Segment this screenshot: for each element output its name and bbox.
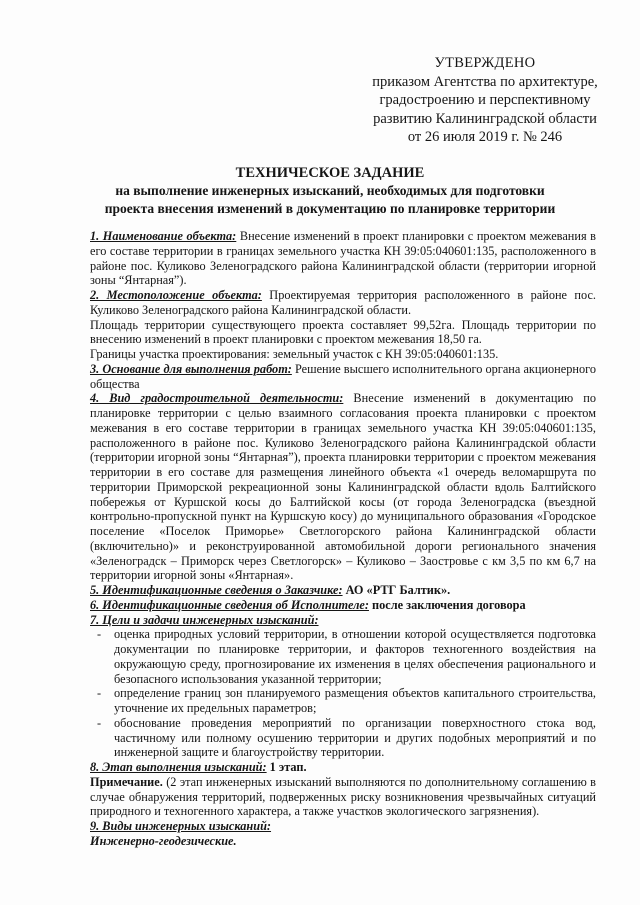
approval-stamp	[360, 54, 610, 147]
section-heading: 5. Идентификационные сведения о Заказчике:	[90, 583, 343, 597]
section-8	[90, 760, 596, 775]
section-7	[90, 613, 596, 628]
document-title: ТЕХНИЧЕСКОЕ ЗАДАНИЕ	[235, 165, 425, 181]
section-2	[90, 288, 596, 318]
section-4	[90, 391, 596, 583]
approval-heading: УТВЕРЖДЕНО	[434, 55, 536, 71]
section-1	[90, 229, 596, 288]
section-text: Внесение изменений в документацию по планировке территории с целью взаимного согласования проекта планировки с проектом межевания в его составе территории в границах земельного участка КН 39:05:040601:135, расположенного в районе пос. Куликово Зеленоградского района Калининградской области (территории игорной зоны “Янтарная”), проекта планировки территории с проектом межевания территории в его составе для размещения линейного объекта «1 очередь веломаршрута по территории Приморской рекреационной зоны Калининградской области вдоль Балтийского побережья от Куршской косы до Балтийской косы (от города Зеленоградска (въездной контрольно-пропускной пункт на Куршскую косу) до муниципального образования «Городское поселение «Поселок Приморье» Светлогорского района Калининградской области (включительно)» и реконструированной автомобильной дороги регионального значения «Зеленоградск – Приморск через Светлогорск» – Куликово – Заостровье с км 3,5 по км 6,7 на территории игорной зоны «Янтарная».	[90, 391, 596, 583]
note-text: (2 этап инженерных изысканий выполняются по дополнительному соглашению в случае обнаружения территорий, подверженных риску возникновения чрезвычайных ситуаций природного и техногенного характера, а также участков экологического загрязнения).	[90, 774, 596, 819]
section-8-note	[90, 775, 596, 819]
section-2-area: Площадь территории существующего проекта составляет 99,52га. Площадь территории по внесению изменений в проект планировки с проектом межевания 18,50 га.	[90, 317, 596, 347]
section-6	[90, 598, 596, 613]
section-heading: 3. Основание для выполнения работ:	[90, 361, 292, 376]
section-text: Решение высшего исполнительного органа акционерного общества	[90, 361, 596, 391]
list-item-text: определение границ зон планируемого размещения объектов капитального строительства, уточнение их предельных параметров;	[114, 686, 596, 715]
list-item: - определение границ зон планируемого размещения объектов капитального строительства, уточнение их предельных параметров;	[97, 686, 596, 715]
contractor-info: после заключения договора	[368, 597, 526, 612]
approval-line: приказом Агентства по архитектуре,	[372, 73, 598, 90]
note-label: Примечание.	[90, 774, 163, 789]
section-text: 1 этап.	[266, 760, 307, 774]
list-item-text: оценка природных условий территории, в отношении которой осуществляется подготовка документации по планировке территории, и факторов техногенного воздействия на окружающую среду, прогнозирование их изменения в целях обеспечения рационального и безопасного использования указанной территории;	[114, 627, 596, 686]
section-text: Внесение изменений в проект планировки с проектом межевания в его составе территории в границах земельного участка КН 39:05:040601:135, расположенного в районе пос. Куликово Зеленоградского района Калининградской области (территории игорной зоны “Янтарная”).	[90, 229, 596, 288]
document-subtitle: проекта внесения изменений в документацию по планировке территории	[104, 200, 556, 216]
document-subtitle: на выполнение инженерных изысканий, необходимых для подготовки	[115, 183, 545, 198]
section-heading: 8. Этап выполнения изысканий:	[90, 760, 267, 774]
document-body	[90, 229, 596, 849]
section-heading: 1. Наименование объекта:	[90, 229, 237, 243]
approval-line: развитию Калининградской области	[373, 110, 597, 127]
section-5	[90, 583, 596, 598]
customer-name: АО «РТГ Балтик».	[342, 583, 451, 597]
section-2-boundaries: Границы участка проектирования: земельный участок с КН 39:05:040601:135.	[90, 347, 499, 361]
section-text: Проектируемая территория расположенного в районе пос. Куликово Зеленоградского района Калининградской области.	[90, 288, 596, 317]
document-title-block	[80, 164, 580, 217]
approval-line: градостроению и перспективному	[379, 92, 591, 108]
approval-date-line: от 26 июля 2019 г. № 246	[407, 129, 563, 145]
section-9-value	[90, 834, 596, 849]
section-heading: 7. Цели и задачи инженерных изысканий:	[90, 612, 319, 627]
section-heading: 9. Виды инженерных изысканий:	[90, 819, 272, 833]
list-item-text: обоснование проведения мероприятий по организации поверхностного стока вод, частичному или полному осушению территории и других подобных мероприятий и по инженерной защите и благоустройству территории.	[114, 715, 596, 760]
section-heading: 4. Вид градостроительной деятельности:	[90, 391, 344, 406]
section-heading: 2. Местоположение объекта:	[90, 288, 262, 302]
list-item: - оценка природных условий территории, в отношении которой осуществляется подготовка документации по планировке территории, и факторов техногенного воздействия на окружающую среду, прогнозирование их изменения в целях обеспечения рационального и безопасного использования указанной территории;	[97, 627, 596, 686]
goals-list	[90, 627, 596, 760]
section-3	[90, 362, 596, 392]
section-9	[90, 819, 596, 834]
survey-type: Инженерно-геодезические.	[90, 833, 237, 848]
list-item: - обоснование проведения мероприятий по организации поверхностного стока вод, частичному или полному осушению территории и других подобных мероприятий и по инженерной защите и благоустройству территории.	[97, 715, 596, 760]
section-heading: 6. Идентификационные сведения об Исполнителе:	[90, 597, 369, 612]
